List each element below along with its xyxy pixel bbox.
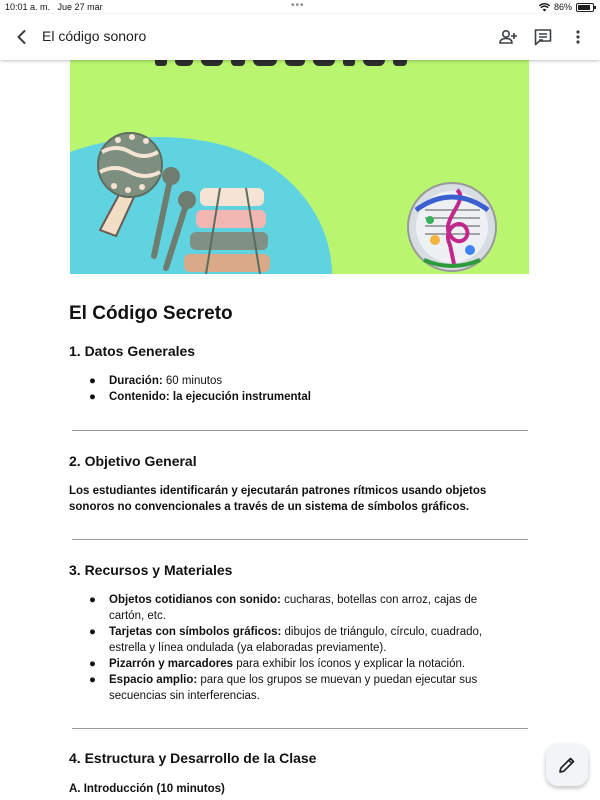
item-label: Duración:	[109, 375, 163, 387]
item-text: para exhibir los íconos y explicar la notación.	[233, 658, 466, 670]
item-text: dibujos de triángulo, círculo, cuadrado, estrella y línea ondulada (ya elaboradas previamente).	[109, 626, 483, 654]
objetivo-general-text: Los estudiantes identificarán y ejecutarán patrones rítmicos usando objetos sonoros no convencionales a través de un sistema de símbolos gráficos.	[69, 485, 487, 513]
status-time: 10:01 a. m.	[5, 2, 51, 12]
banner-image	[70, 60, 529, 274]
item-label: Contenido:	[109, 391, 170, 403]
add-person-icon[interactable]	[497, 26, 519, 48]
edit-pencil-icon	[557, 755, 577, 775]
list-item: ● Espacio amplio: para que los grupos se muevan y puedan ejecutar sus secuencias sin interferencias.	[89, 674, 478, 702]
item-label: Pizarrón y marcadores	[109, 658, 234, 670]
document-body[interactable]	[0, 60, 600, 800]
item-label: Tarjetas con símbolos gráficos:	[109, 626, 282, 638]
section-heading-estructura: 4. Estructura y Desarrollo de la Clase	[69, 750, 317, 766]
battery-fill	[578, 5, 590, 10]
comment-icon[interactable]	[532, 26, 554, 48]
section-divider	[72, 539, 528, 540]
item-text: para que los grupos se muevan y puedan ejecutar sus secuencias sin interferencias.	[109, 674, 478, 702]
item-text: la ejecución instrumental	[169, 391, 311, 403]
status-time-date	[5, 2, 103, 12]
section-divider	[72, 728, 528, 729]
item-text: 60 minutos	[162, 375, 223, 387]
battery-percentage: 86%	[553, 2, 572, 12]
datos-generales-list	[69, 373, 509, 405]
list-item: ● Tarjetas con símbolos gráficos: dibujos de triángulo, círculo, cuadrado, estrella y línea ondulada (ya elaboradas previamente).	[89, 626, 483, 654]
list-item: ● Objetos cotidianos con sonido: cucharas, botellas con arroz, cajas de cartón, etc.	[89, 594, 478, 622]
banner-illustration	[70, 60, 529, 274]
document-title: El código sonoro	[42, 28, 147, 44]
list-item: ● Pizarrón y marcadores para exhibir los íconos y explicar la notación.	[89, 658, 466, 670]
back-arrow-icon[interactable]	[12, 27, 32, 47]
section-heading-recursos: 3. Recursos y Materiales	[69, 562, 233, 578]
multitasking-dots-icon[interactable]: •••	[291, 0, 305, 11]
recursos-list	[69, 592, 509, 704]
document-heading: El Código Secreto	[69, 303, 233, 324]
item-label: Espacio amplio:	[109, 674, 198, 686]
list-item: ● Contenido: la ejecución instrumental	[89, 391, 311, 403]
section-divider	[72, 430, 528, 431]
music-logo	[408, 183, 496, 271]
status-date: Jue 27 mar	[57, 2, 103, 12]
status-bar	[0, 0, 600, 14]
item-label: Objetos cotidianos con sonido:	[109, 594, 281, 606]
list-item: ● Duración: 60 minutos	[89, 375, 223, 387]
edit-fab-button[interactable]	[546, 744, 588, 786]
more-vert-icon[interactable]	[567, 26, 589, 48]
status-right-group	[539, 2, 594, 12]
section-heading-objetivo-general: 2. Objetivo General	[69, 453, 197, 469]
wifi-icon	[539, 3, 550, 12]
subheading-introduccion: A. Introducción (10 minutos)	[69, 783, 225, 795]
item-text: cucharas, botellas con arroz, cajas de cartón, etc.	[109, 594, 478, 622]
section-heading-datos-generales: 1. Datos Generales	[69, 343, 196, 359]
battery-icon	[576, 3, 594, 12]
app-bar	[0, 14, 600, 60]
